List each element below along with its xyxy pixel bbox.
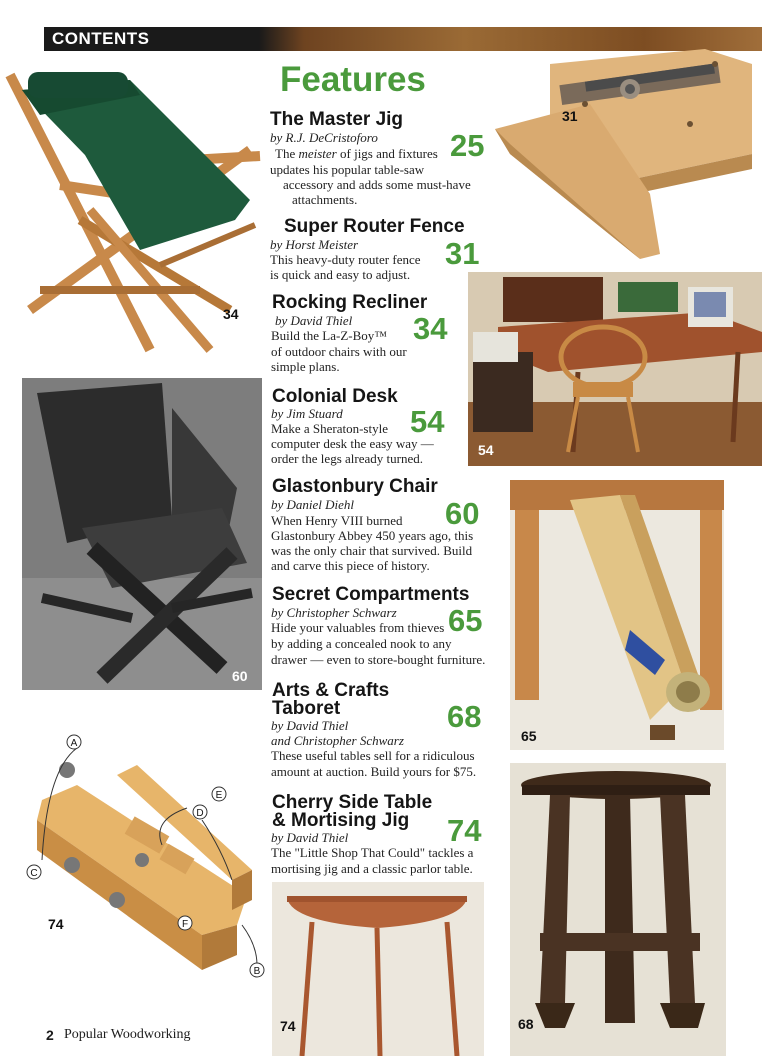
callout-a: A (70, 738, 78, 749)
article-page-master-jig[interactable]: 25 (450, 128, 485, 163)
article-desc-rocking-recliner-2: of outdoor chairs with our (271, 344, 407, 359)
article-byline-glastonbury-chair: by Daniel Diehl (271, 497, 355, 512)
article-page-rocking-recliner[interactable]: 34 (413, 311, 448, 346)
article-desc-master-jig-2: updates his popular table-saw (270, 162, 425, 177)
article-desc-router-fence-2: is quick and easy to adjust. (270, 267, 411, 282)
article-byline-colonial-desk: by Jim Stuard (271, 406, 343, 421)
article-desc-rocking-recliner-3: simple plans. (271, 359, 340, 374)
article-byline-rocking-recliner: by David Thiel (275, 313, 353, 328)
cherry-side-table-photo (272, 882, 484, 1056)
article-title-rocking-recliner[interactable]: Rocking Recliner (272, 292, 428, 313)
article-title-cherry-1[interactable]: Cherry Side Table (272, 792, 433, 813)
article-desc-glastonbury-4: and carve this piece of history. (271, 558, 430, 573)
callout-f: F (181, 919, 189, 930)
article-title-secret-compartments[interactable]: Secret Compartments (272, 584, 470, 605)
article-desc-master-jig-3: accessory and adds some must-have (283, 177, 471, 192)
callout-e: E (215, 790, 223, 801)
article-desc-taboret-2: amount at auction. Build yours for $75. (271, 764, 477, 779)
jig-diagram-page-label: 74 (48, 916, 64, 932)
router-fence-photo (490, 44, 752, 259)
mortising-jig-diagram (22, 730, 272, 980)
article-desc-glastonbury-3: was the only chair that survived. Build (271, 543, 473, 558)
article-desc-secret-2: by adding a concealed nook to any (271, 636, 452, 651)
article-page-router-fence[interactable]: 31 (445, 236, 480, 271)
article-desc-glastonbury-1: When Henry VIII burned (271, 513, 403, 528)
glastonbury-chair-photo (22, 378, 262, 690)
article-page-glastonbury-chair[interactable]: 60 (445, 496, 480, 531)
desk-photo (468, 272, 762, 466)
taboret-photo (510, 763, 726, 1056)
article-page-colonial-desk[interactable]: 54 (410, 404, 445, 439)
article-desc-rocking-recliner-1: Build the La-Z-Boy™ (271, 328, 387, 343)
article-title-taboret-2[interactable]: Taboret (272, 698, 341, 719)
article-desc-cherry-2: mortising jig and a classic parlor table. (271, 861, 473, 876)
secret-page-label: 65 (521, 728, 537, 744)
article-desc-colonial-desk-2: computer desk the easy way — (271, 436, 434, 451)
features-heading: Features (280, 60, 426, 99)
taboret-page-label: 68 (518, 1016, 534, 1032)
article-byline-taboret-2: and Christopher Schwarz (271, 733, 404, 748)
recliner-page-label: 34 (223, 306, 239, 322)
article-title-router-fence[interactable]: Super Router Fence (284, 216, 465, 237)
article-desc-glastonbury-2: Glastonbury Abbey 450 years ago, this (271, 528, 474, 543)
article-desc-colonial-desk-1: Make a Sheraton-style (271, 421, 388, 436)
article-title-master-jig[interactable]: The Master Jig (270, 109, 404, 130)
article-page-secret-compartments[interactable]: 65 (448, 603, 483, 638)
article-desc-taboret-1: These useful tables sell for a ridiculous (271, 748, 475, 763)
glastonbury-page-label: 60 (232, 668, 248, 684)
callout-b: B (253, 966, 261, 977)
article-page-taboret[interactable]: 68 (447, 699, 482, 734)
callout-c: C (30, 868, 38, 879)
article-title-cherry-2[interactable]: & Mortising Jig (272, 810, 410, 831)
article-desc-secret-3: drawer — even to store-bought furniture. (271, 652, 486, 667)
footer-page-number: 2 (46, 1027, 54, 1043)
contents-title: CONTENTS (52, 29, 150, 48)
footer-magazine-name: Popular Woodworking (64, 1027, 191, 1042)
article-desc-router-fence-1: This heavy-duty router fence (270, 252, 421, 267)
article-page-cherry[interactable]: 74 (447, 813, 482, 848)
secret-compartments-photo (510, 480, 724, 750)
article-byline-secret-compartments: by Christopher Schwarz (271, 605, 397, 620)
article-desc-colonial-desk-3: order the legs already turned. (271, 451, 423, 466)
article-desc-master-jig-4: attachments. (292, 192, 358, 207)
article-title-glastonbury-chair[interactable]: Glastonbury Chair (272, 476, 438, 497)
article-title-colonial-desk[interactable]: Colonial Desk (272, 386, 398, 407)
article-desc-master-jig-1: The meister of jigs and fixtures (275, 146, 438, 161)
cherry-page-label: 74 (280, 1018, 296, 1034)
recliner-photo (0, 60, 285, 370)
article-byline-router-fence: by Horst Meister (270, 237, 359, 252)
article-byline-master-jig: by R.J. DeCristoforo (270, 130, 378, 145)
desk-page-label: 54 (478, 442, 494, 458)
article-desc-secret-1: Hide your valuables from thieves (271, 620, 445, 635)
article-byline-cherry: by David Thiel (271, 830, 349, 845)
router-fence-page-label: 31 (562, 108, 578, 124)
article-title-taboret-1[interactable]: Arts & Crafts (272, 680, 390, 701)
article-desc-cherry-1: The "Little Shop That Could" tackles a (271, 845, 474, 860)
callout-d: D (196, 808, 204, 819)
article-byline-taboret-1: by David Thiel (271, 718, 349, 733)
